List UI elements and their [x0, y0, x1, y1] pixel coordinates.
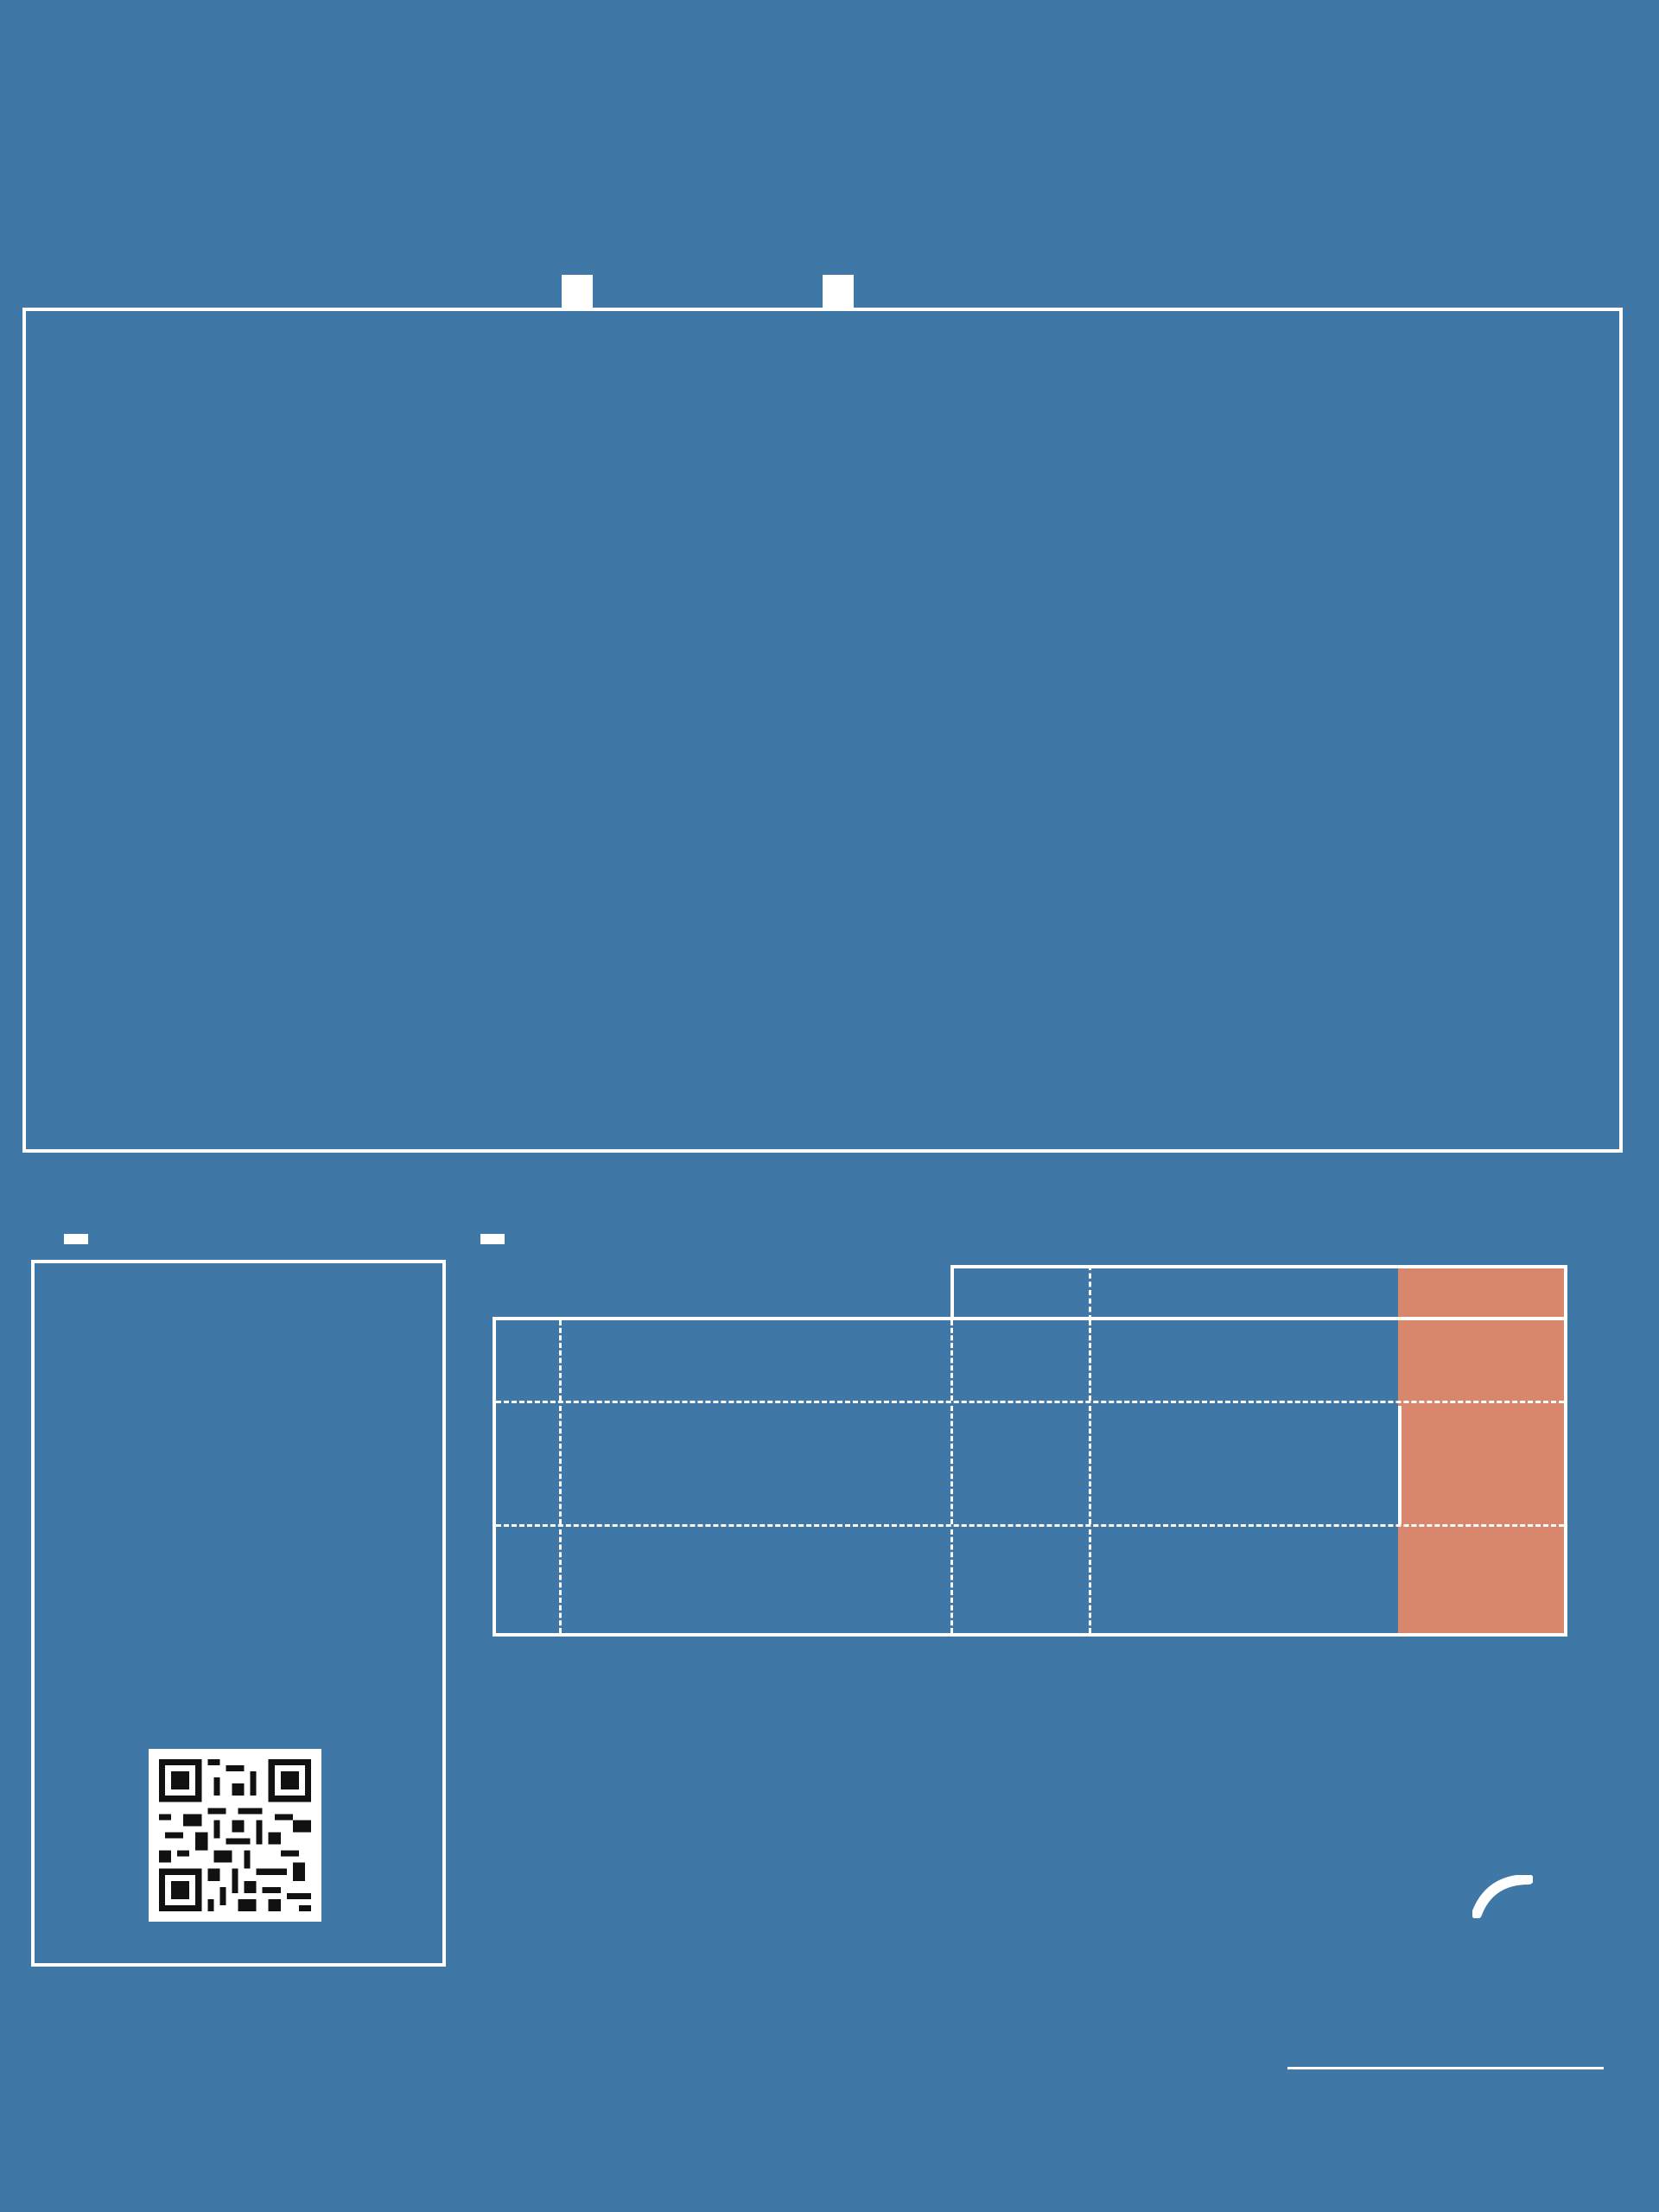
- floor-row: [496, 1529, 1564, 1633]
- floor-weekday: [1089, 1529, 1564, 1633]
- floor-head-weekday: [1089, 1265, 1398, 1320]
- floor-head-sunday: [1398, 1265, 1567, 1320]
- floor-row: [496, 1320, 1564, 1403]
- logo-leaf-icon: [1472, 1875, 1533, 1918]
- divider: [1287, 2067, 1604, 2069]
- floor-age: [950, 1320, 1089, 1401]
- floor-guide-table: [493, 1317, 1567, 1637]
- floor-sunday: [1398, 1406, 1564, 1524]
- venue-badge: [823, 275, 854, 309]
- reservation-title: [64, 1234, 88, 1244]
- qr-code-icon[interactable]: [149, 1749, 321, 1922]
- floor-label: [496, 1529, 562, 1633]
- floor-row: [496, 1406, 1564, 1527]
- floor-guide-title: [480, 1234, 505, 1244]
- floor-age: [950, 1529, 1089, 1633]
- target-badge: [562, 275, 593, 309]
- program-table: [22, 308, 1623, 1153]
- floor-label: [496, 1320, 562, 1401]
- floor-age: [950, 1406, 1089, 1524]
- floor-head-age: [950, 1265, 1089, 1320]
- floor-label: [496, 1406, 562, 1524]
- floor-weekday: [1089, 1320, 1564, 1401]
- floor-weekday: [1089, 1406, 1398, 1524]
- reservation-panel: [31, 1260, 446, 1967]
